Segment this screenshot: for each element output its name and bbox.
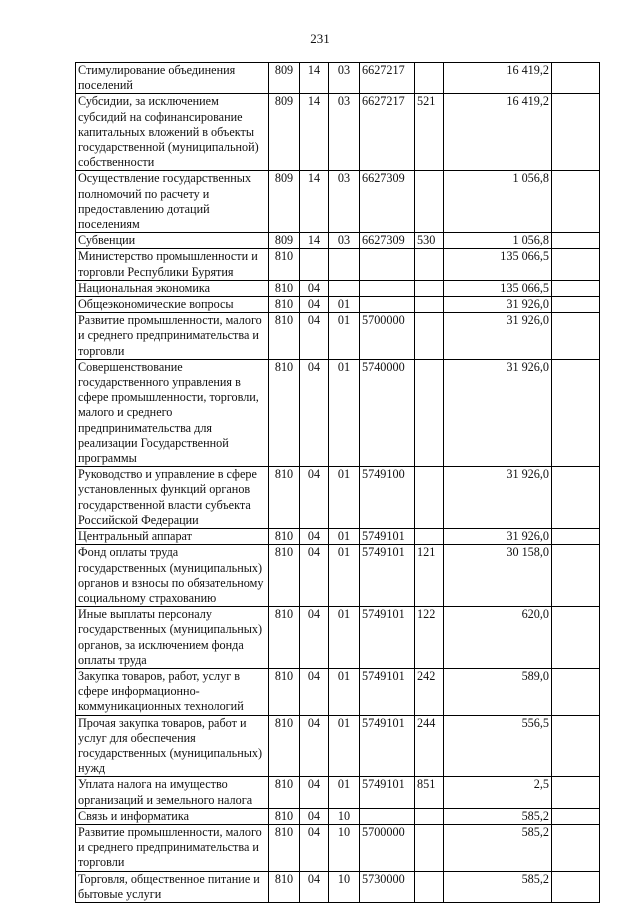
row-target-article-cell: 5749101 [360, 529, 415, 545]
row-target-article-cell [360, 808, 415, 824]
row-expense-type-cell [415, 529, 444, 545]
row-name-cell: Уплата налога на имущество организаций и земельного налога [76, 777, 269, 808]
row-grbs-cell: 810 [269, 607, 300, 669]
table-row [76, 94, 600, 171]
table-row [76, 359, 600, 466]
row-grbs-cell: 810 [269, 545, 300, 607]
table-row [76, 777, 600, 808]
row-empty-cell [552, 171, 600, 233]
row-section-cell: 04 [300, 313, 329, 360]
table-row [76, 249, 600, 280]
row-name-cell: Закупка товаров, работ, услуг в сфере информационно-коммуникационных технологий [76, 668, 269, 715]
table-row [76, 63, 600, 94]
row-name-cell: Общеэкономические вопросы [76, 297, 269, 313]
row-section-cell: 14 [300, 171, 329, 233]
table-row [76, 467, 600, 529]
row-subsection-cell: 10 [329, 808, 360, 824]
row-amount-cell: 1 056,8 [444, 233, 552, 249]
row-expense-type-cell: 521 [415, 94, 444, 171]
row-amount-cell: 2,5 [444, 777, 552, 808]
row-name-cell: Связь и информатика [76, 808, 269, 824]
row-section-cell: 04 [300, 280, 329, 296]
row-grbs-cell: 810 [269, 715, 300, 777]
row-name-cell: Прочая закупка товаров, работ и услуг для обеспечения государственных (муниципальных) нужд [76, 715, 269, 777]
row-expense-type-cell [415, 171, 444, 233]
row-name-cell: Центральный аппарат [76, 529, 269, 545]
row-grbs-cell: 809 [269, 171, 300, 233]
row-amount-cell: 585,2 [444, 824, 552, 871]
row-expense-type-cell: 244 [415, 715, 444, 777]
row-amount-cell: 16 419,2 [444, 63, 552, 94]
row-subsection-cell: 01 [329, 668, 360, 715]
row-target-article-cell: 6627217 [360, 63, 415, 94]
table-row [76, 313, 600, 360]
row-amount-cell: 135 066,5 [444, 280, 552, 296]
row-name-cell: Национальная экономика [76, 280, 269, 296]
row-grbs-cell: 809 [269, 94, 300, 171]
row-expense-type-cell: 242 [415, 668, 444, 715]
row-empty-cell [552, 249, 600, 280]
row-section-cell: 14 [300, 63, 329, 94]
row-expense-type-cell [415, 313, 444, 360]
row-empty-cell [552, 545, 600, 607]
row-name-cell: Развитие промышленности, малого и среднего предпринимательства и торговли [76, 313, 269, 360]
row-section-cell: 04 [300, 808, 329, 824]
row-expense-type-cell [415, 359, 444, 466]
row-empty-cell [552, 359, 600, 466]
row-amount-cell: 556,5 [444, 715, 552, 777]
row-name-cell: Руководство и управление в сфере установленных функций органов государственной власти субъекта Российской Федерации [76, 467, 269, 529]
row-name-cell: Министерство промышленности и торговли Республики Бурятия [76, 249, 269, 280]
table-row [76, 607, 600, 669]
row-name-cell: Совершенствование государственного управления в сфере промышленности, торговли, малого и среднего предпринимательства для реализации Государственной программы [76, 359, 269, 466]
row-expense-type-cell [415, 824, 444, 871]
row-amount-cell: 31 926,0 [444, 359, 552, 466]
row-amount-cell: 135 066,5 [444, 249, 552, 280]
row-name-cell: Фонд оплаты труда государственных (муниципальных) органов и взносы по обязательному социальному страхованию [76, 545, 269, 607]
row-target-article-cell: 6627309 [360, 233, 415, 249]
row-section-cell: 04 [300, 607, 329, 669]
row-target-article-cell: 5749101 [360, 545, 415, 607]
row-amount-cell: 31 926,0 [444, 297, 552, 313]
row-subsection-cell: 01 [329, 545, 360, 607]
row-target-article-cell: 5749101 [360, 668, 415, 715]
budget-table-body [76, 63, 600, 903]
row-expense-type-cell: 122 [415, 607, 444, 669]
row-section-cell: 04 [300, 545, 329, 607]
row-section-cell: 04 [300, 871, 329, 902]
row-subsection-cell: 01 [329, 467, 360, 529]
row-name-cell: Стимулирование объединения поселений [76, 63, 269, 94]
row-amount-cell: 31 926,0 [444, 313, 552, 360]
row-target-article-cell: 5740000 [360, 359, 415, 466]
row-grbs-cell: 810 [269, 871, 300, 902]
row-subsection-cell: 03 [329, 94, 360, 171]
row-target-article-cell [360, 249, 415, 280]
row-empty-cell [552, 94, 600, 171]
row-target-article-cell: 6627217 [360, 94, 415, 171]
row-name-cell: Торговля, общественное питание и бытовые услуги [76, 871, 269, 902]
table-row [76, 545, 600, 607]
row-target-article-cell: 5700000 [360, 313, 415, 360]
row-target-article-cell: 5700000 [360, 824, 415, 871]
row-target-article-cell [360, 297, 415, 313]
row-section-cell: 14 [300, 94, 329, 171]
row-empty-cell [552, 715, 600, 777]
row-grbs-cell: 810 [269, 280, 300, 296]
row-subsection-cell: 03 [329, 63, 360, 94]
row-grbs-cell: 810 [269, 297, 300, 313]
row-subsection-cell: 10 [329, 871, 360, 902]
row-amount-cell: 620,0 [444, 607, 552, 669]
row-empty-cell [552, 280, 600, 296]
row-section-cell: 04 [300, 777, 329, 808]
row-expense-type-cell [415, 280, 444, 296]
row-subsection-cell: 01 [329, 359, 360, 466]
row-empty-cell [552, 777, 600, 808]
row-section-cell: 04 [300, 529, 329, 545]
row-grbs-cell: 810 [269, 249, 300, 280]
row-empty-cell [552, 63, 600, 94]
row-section-cell: 04 [300, 668, 329, 715]
row-section-cell: 04 [300, 297, 329, 313]
table-row [76, 824, 600, 871]
row-section-cell: 04 [300, 824, 329, 871]
row-grbs-cell: 810 [269, 777, 300, 808]
row-expense-type-cell: 530 [415, 233, 444, 249]
row-subsection-cell: 01 [329, 313, 360, 360]
table-row [76, 297, 600, 313]
row-subsection-cell: 01 [329, 529, 360, 545]
row-subsection-cell: 03 [329, 171, 360, 233]
budget-table [75, 62, 600, 903]
row-subsection-cell [329, 280, 360, 296]
row-grbs-cell: 810 [269, 529, 300, 545]
table-row [76, 233, 600, 249]
row-expense-type-cell: 851 [415, 777, 444, 808]
table-row [76, 668, 600, 715]
row-name-cell: Иные выплаты персоналу государственных (муниципальных) органов, за исключением фонда оплаты труда [76, 607, 269, 669]
row-section-cell: 04 [300, 715, 329, 777]
table-row [76, 171, 600, 233]
table-row [76, 871, 600, 902]
row-empty-cell [552, 668, 600, 715]
row-empty-cell [552, 607, 600, 669]
row-target-article-cell [360, 280, 415, 296]
row-subsection-cell: 01 [329, 297, 360, 313]
row-name-cell: Осуществление государственных полномочий по расчету и предоставлению дотаций поселениям [76, 171, 269, 233]
row-subsection-cell: 01 [329, 607, 360, 669]
row-empty-cell [552, 233, 600, 249]
row-empty-cell [552, 824, 600, 871]
row-grbs-cell: 810 [269, 359, 300, 466]
table-row [76, 808, 600, 824]
row-expense-type-cell [415, 63, 444, 94]
row-amount-cell: 585,2 [444, 871, 552, 902]
row-target-article-cell: 5749101 [360, 715, 415, 777]
row-empty-cell [552, 808, 600, 824]
row-subsection-cell [329, 249, 360, 280]
row-amount-cell: 31 926,0 [444, 529, 552, 545]
row-grbs-cell: 810 [269, 824, 300, 871]
table-row [76, 715, 600, 777]
row-subsection-cell: 01 [329, 777, 360, 808]
row-name-cell: Субсидии, за исключением субсидий на софинансирование капитальных вложений в объекты государственной (муниципальной) собственности [76, 94, 269, 171]
row-amount-cell: 16 419,2 [444, 94, 552, 171]
table-row [76, 280, 600, 296]
row-section-cell: 04 [300, 359, 329, 466]
table-row [76, 529, 600, 545]
page-number: 231 [310, 31, 330, 46]
row-empty-cell [552, 871, 600, 902]
row-expense-type-cell [415, 249, 444, 280]
row-expense-type-cell [415, 297, 444, 313]
row-target-article-cell: 5749100 [360, 467, 415, 529]
row-grbs-cell: 809 [269, 233, 300, 249]
row-subsection-cell: 03 [329, 233, 360, 249]
row-grbs-cell: 810 [269, 313, 300, 360]
row-target-article-cell: 5749101 [360, 777, 415, 808]
row-empty-cell [552, 467, 600, 529]
row-empty-cell [552, 529, 600, 545]
row-subsection-cell: 10 [329, 824, 360, 871]
row-grbs-cell: 809 [269, 63, 300, 94]
row-target-article-cell: 6627309 [360, 171, 415, 233]
row-grbs-cell: 810 [269, 808, 300, 824]
row-name-cell: Субвенции [76, 233, 269, 249]
row-name-cell: Развитие промышленности, малого и среднего предпринимательства и торговли [76, 824, 269, 871]
row-amount-cell: 1 056,8 [444, 171, 552, 233]
row-section-cell: 04 [300, 467, 329, 529]
row-amount-cell: 31 926,0 [444, 467, 552, 529]
row-subsection-cell: 01 [329, 715, 360, 777]
row-empty-cell [552, 297, 600, 313]
row-empty-cell [552, 313, 600, 360]
row-expense-type-cell [415, 467, 444, 529]
row-expense-type-cell [415, 871, 444, 902]
row-amount-cell: 589,0 [444, 668, 552, 715]
row-grbs-cell: 810 [269, 668, 300, 715]
row-expense-type-cell: 121 [415, 545, 444, 607]
row-amount-cell: 30 158,0 [444, 545, 552, 607]
row-target-article-cell: 5749101 [360, 607, 415, 669]
row-section-cell [300, 249, 329, 280]
row-section-cell: 14 [300, 233, 329, 249]
row-target-article-cell: 5730000 [360, 871, 415, 902]
row-amount-cell: 585,2 [444, 808, 552, 824]
row-grbs-cell: 810 [269, 467, 300, 529]
row-expense-type-cell [415, 808, 444, 824]
